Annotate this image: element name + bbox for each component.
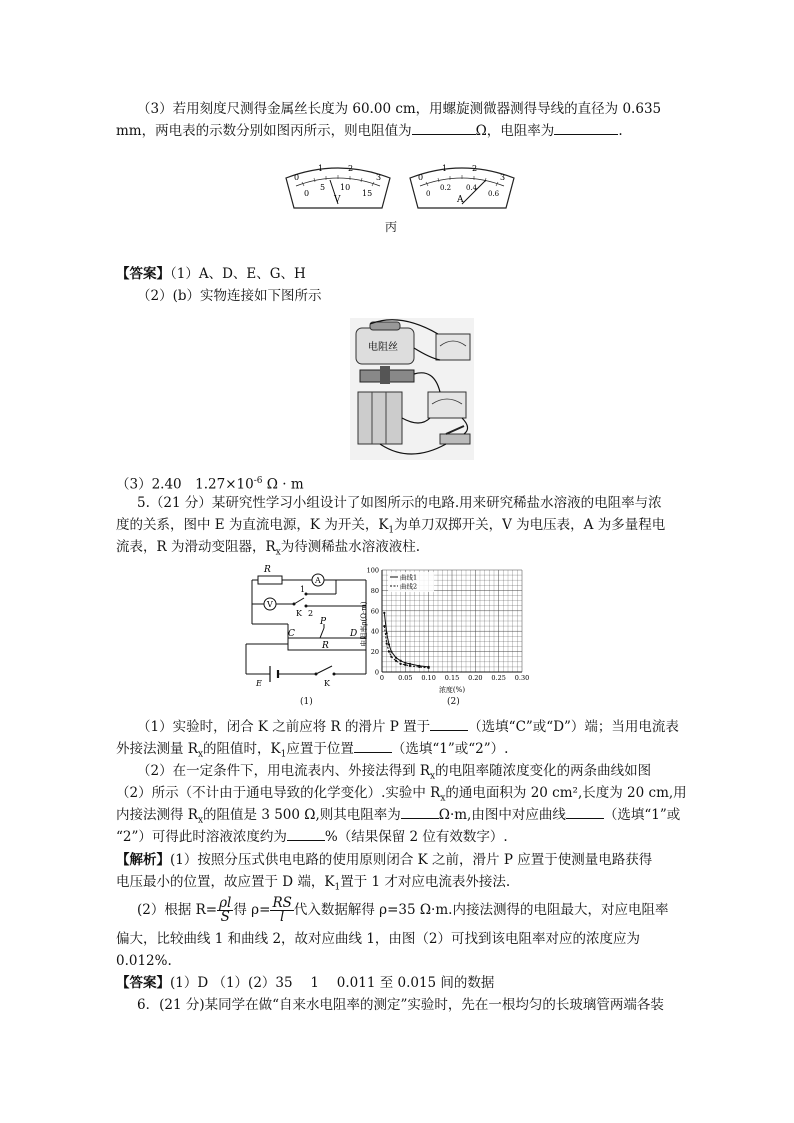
x-tick-label: 0 [379,674,385,682]
series-1-point [388,643,390,645]
analysis-line5: 0.012%. [116,953,172,969]
series-2-point [390,656,392,658]
y-tick-label: 40 [370,627,379,636]
v-bot-0: 0 [304,189,310,198]
q3-line2 [116,122,623,140]
label-v: V [267,600,273,609]
a-bot-02: 0.2 [440,184,452,192]
analysis-l3b: 得 ρ= [233,902,271,918]
y-tick-label: 20 [370,648,379,657]
formula-r [217,897,233,924]
resistivity-chart [352,564,530,694]
q5-q2g: Ω·m,由图中对应曲线 [438,807,566,823]
meters-figure [282,160,522,218]
label-rx: R [264,565,271,575]
analysis-tag: 【解析】 [116,852,170,868]
series-1-point [395,657,397,659]
series-2-point [428,667,430,669]
q5-p3: 流表，R 为滑动变阻器，$R_x$为待测稀盐水溶液液柱. [116,539,420,558]
analysis-l2a: 电压最小的位置，故应置于 D 端，K [116,874,335,890]
series-1-point [409,663,411,665]
a-top-0: 0 [418,173,424,182]
series-line-2 [384,626,428,668]
series-1-point [390,651,392,653]
x-tick-label: 0.25 [491,674,506,682]
q6-line: 6．(21 分)某同学在做“自来水电阻率的测定”实验时，先在一根均匀的长玻璃管两端各装 [137,997,664,1013]
formula-r-num: ρl [219,895,232,911]
v-top-2: 2 [348,164,354,173]
blank-resistivity [554,122,618,135]
label-d: D [350,629,358,639]
q5-q2e: 内接法测得 R [116,807,198,823]
series-2-point [400,663,402,665]
blank-slider-end [430,718,468,731]
q5-p2b: 为单刀双掷开关，V 为电压表，A 为多量程电 [394,517,666,533]
blank-k1-position [354,740,392,753]
q5-q2d: 的通电面积为 20 cm²,长度为 20 cm,用 [445,785,687,801]
x-tick-label: 0.05 [398,674,413,682]
q5-q2a: （2）在一定条件下，用电流表内、外接法得到 R [137,763,431,779]
q5-q2j: %（结果保留 2 位有效数字）. [324,829,508,845]
formula-rho-num: RS [272,895,292,911]
fig1-caption: (1) [300,697,313,707]
series-2-point [383,625,385,627]
analysis-line1 [116,851,652,869]
q5-q2-line1: （2）在一定条件下，用电流表内、外接法得到 $R_x$的电阻率随浓度变化的两条曲线如图 [137,763,652,782]
analysis-line3 [137,896,668,924]
legend-curve2: 曲线2 [400,582,418,591]
chart-legend [388,572,434,592]
a-bot-04: 0.4 [466,184,478,192]
label-c: C [288,629,295,639]
q5-q2b: 的电阻率随浓度变化的两条曲线如图 [435,763,652,779]
x-tick-label: 0.10 [421,674,436,682]
answer1-line2: （2）(b）实物连接如下图所示 [137,288,322,304]
rx-resistor [258,576,282,584]
analysis-l3c: 代入数据解得 ρ=35 Ω·m.内接法测得的电阻最大，对应电阻率 [293,902,669,918]
q5-p2a: 度的关系，图中 E 为直流电源，K 为开关，K [116,517,389,533]
wiring-photo [350,318,474,460]
q5-q2-line2: （2）所示（不计由于通电导致的化学变化）.实验中 $R_x$的通电面积为 20 cm²,长度为 20 cm,用 [116,785,687,804]
answer1-line1 [116,265,306,283]
a-top-3: 3 [500,173,506,182]
q5-p3b: 为待测稀盐水溶液液柱. [280,539,420,555]
series-2-point [404,664,406,666]
a-label: A [457,195,464,205]
q5-q1c: 外接法测量 R [116,741,198,757]
q3-line2-text-a: mm，两电表的示数分别如图丙所示，则电阻值为 [116,123,412,139]
q3-line2-text-b: Ω，电阻率为 [475,123,555,139]
q5-q2c: （2）所示（不计由于通电导致的化学变化）.实验中 R [116,785,441,801]
series-2-point [418,666,420,668]
a-top-1: 1 [442,164,448,173]
label-a: A [315,576,321,585]
series-2-point [409,665,411,667]
analysis-line2: 电压最小的位置，故应置于 D 端，$K_1$置于 1 才对应电流表外接法. [116,874,511,893]
voltmeter [286,164,390,208]
answer2-tag: 【答案】 [116,975,170,991]
formula-rho [270,897,293,924]
series-2-point [388,651,390,653]
blank-resistivity-value [401,806,439,819]
blank-resistance [412,122,476,135]
figure-caption-bing: 丙 [385,220,398,234]
answer1-exp: -6 [253,476,263,486]
label-p: P [320,617,327,627]
formula-rho-den: l [279,909,285,925]
analysis-l2b: 置于 1 才对应电流表外接法. [340,874,511,890]
series-1-point [400,660,402,662]
q5-p3a: 流表，R 为滑动变阻器，R [116,539,276,555]
answer1-text3b: Ω · m [262,476,304,493]
q5-q1e: 应置于位置 [286,741,354,757]
q5-q2-line3: 内接法测得 $R_x$的阻值是 3 500 Ω,则其电阻率为 Ω·m,由图中对应曲线 （选填“1”或 [116,807,681,826]
ammeter [410,164,514,208]
label-pos2: 2 [308,609,314,618]
fig2-caption: (2) [447,697,460,707]
v-top-0: 0 [294,173,300,182]
q5-q1d: 的阻值时，K [203,741,281,757]
analysis-l3a: (2）根据 R= [137,902,218,918]
v-top-1: 1 [318,164,324,173]
q5-q1-line2: 外接法测量 $R_x$的阻值时，$K_1$应置于位置 （选填“1”或“2”）. [116,741,509,760]
x-tick-label: 0.15 [444,674,460,682]
series-1-point [404,662,406,664]
q5-q1a: （1）实验时，闭合 K 之前应将 R 的滑片 P 置于 [137,719,431,735]
q5-q2f: 的阻值是 3 500 Ω,则其电阻率为 [203,807,401,823]
v-label: V [334,195,341,205]
answer1-tag: 【答案】 [116,266,170,282]
v-bot-5: 5 [320,183,326,192]
answer1-text1: （1）A、D、E、G、H [170,266,306,282]
q5-q2-line4 [116,828,508,846]
a-bot-0: 0 [426,190,431,198]
label-pos1: 1 [300,585,306,594]
q5-p2: 度的关系，图中 E 为直流电源，K 为开关，$K_1$为单刀双掷开关，V 为电压表，A 为多量程电 [116,517,666,536]
y-tick-label: 60 [370,607,379,616]
answer1-text3a: （3）2.40 1.27×10 [116,476,254,493]
analysis-l1: (1）按照分压式供电电路的使用原则闭合 K 之前，滑片 P 应置于使测量电路获得 [170,852,653,868]
legend-curve1: 曲线1 [400,573,418,582]
y-tick-label: 0 [374,668,379,677]
answer1-line3 [116,472,304,494]
series-2-point [386,642,388,644]
v-top-3: 3 [376,173,382,182]
q5-p1: 5.（21 分）某研究性学习小组设计了如图所示的电路.用来研究稀盐水溶液的电阻率与浓 [137,495,662,511]
a-bot-06: 0.6 [488,190,500,198]
q3-line2-text-c: . [618,123,623,139]
chart-ylabel: 电阻率ρ(Ω·m) [360,601,368,647]
v-bot-15: 15 [362,189,373,198]
q5-q1b: （选填“C”或“D”）端；当用电流表 [468,719,679,735]
answer2-line [116,974,494,992]
x-tick-label: 0.30 [514,674,530,682]
label-e: E [256,679,262,686]
q5-q2h: （选填“1”或 [603,807,681,823]
v-bot-10: 10 [340,183,351,192]
chart-xlabel: 浓度(%) [438,686,466,694]
answer2-text: (1）D （1）(2）35 1 0.011 至 0.015 间的数据 [170,975,495,991]
chart-series [383,612,430,669]
blank-curve [566,806,604,819]
x-tick-label: 0.20 [468,674,483,682]
y-tick-label: 80 [370,586,379,595]
label-r: R [322,641,329,651]
series-1-point [383,612,385,614]
q5-q1f: （选填“1”或“2”）. [391,741,509,757]
label-k1: K [296,609,302,618]
a-top-2: 2 [472,164,478,173]
q5-q1-line1 [137,718,679,736]
y-tick-label: 100 [366,566,379,575]
resistance-wire-label: 电阻丝 [368,342,398,353]
label-k: K [324,679,330,686]
q5-q2i: “2”）可得此时溶液浓度约为 [116,829,287,845]
analysis-line4: 偏大，比较曲线 1 和曲线 2，故对应曲线 1，由图（2）可找到该电阻率对应的浓度应为 [116,931,641,947]
blank-concentration [287,828,325,841]
series-2-point [395,660,397,662]
formula-r-den: S [220,909,230,925]
q3-line1: （3）若用刻度尺测得金属丝长度为 60.00 cm，用螺旋测微器测得导线的直径为 0.635 [137,101,662,117]
